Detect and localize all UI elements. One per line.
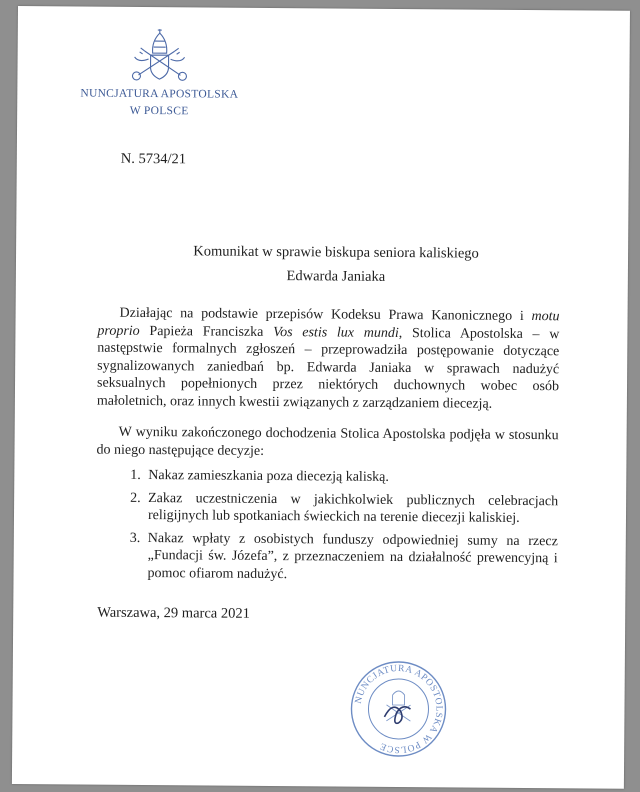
paragraph-2: W wyniku zakończonego dochodzenia Stolica Apostolska podjęła w stosunku do niego następujące decyzje:	[96, 424, 559, 459]
org-name-line1: NUNCJATURA APOSTOLSKA	[80, 87, 239, 101]
p1-italic-title: Vos estis lux mundi	[273, 324, 399, 341]
place-date: Warszawa, 29 marca 2021	[97, 604, 250, 622]
p1-text-c: , Stolica Apostolska – w następstwie formalnych zgłoszeń – przeprowadziła postępowanie dotyczące sygnalizowanych zaniedbań bp. Edwarda Janiaka w sprawach nadużyć seksualnych popełnionych przez niektórych duchownych wobec osób małoletnich, oraz innych kwestii związanych z zarządzaniem diecezją.	[96, 325, 560, 412]
document-title	[166, 239, 506, 290]
letterhead	[69, 22, 250, 119]
p1-text-a: Działając na podstawie przepisów Kodeksu Prawa Kanonicznego i	[119, 305, 532, 325]
reference-number: N. 5734/21	[120, 150, 187, 168]
signature-icon	[384, 707, 410, 724]
decision-item: 3. Nakaz wpłaty z osobistych funduszy odpowiedniej sumy na rzecz „Fundacji św. Józefa”, z przeznaczeniem na działalność prewencyjną i pomoc ofiarom nadużyć.	[143, 530, 557, 586]
decision-item: 2. Zakaz uczestniczenia w jakichkolwiek publicznych celebracjach religijnych lub spotkaniach świeckich na terenie diecezji kaliskiej.	[144, 490, 558, 528]
official-stamp-icon	[348, 659, 449, 760]
org-name-line2: W POLSCE	[129, 104, 189, 118]
title-line1: Komunikat w sprawie biskupa seniora kaliskiego	[193, 243, 479, 262]
decision-list	[95, 467, 558, 586]
title-line2: Edwarda Janiaka	[286, 268, 386, 285]
p1-italic-motu-proprio: motu proprio	[97, 309, 560, 339]
svg-text:NUNCJATURA APOSTOLSKA W POLSCE: NUNCJATURA APOSTOLSKA W POLSCE	[353, 663, 444, 755]
p1-text-b: Papieża Franciszka	[139, 323, 274, 340]
papal-coat-of-arms-icon	[124, 23, 194, 86]
decision-item: 1. Nakaz zamieszkania poza diecezją kaliską.	[144, 467, 558, 488]
paragraph-1	[97, 305, 560, 414]
document-body	[95, 305, 559, 591]
document-page	[12, 6, 630, 789]
